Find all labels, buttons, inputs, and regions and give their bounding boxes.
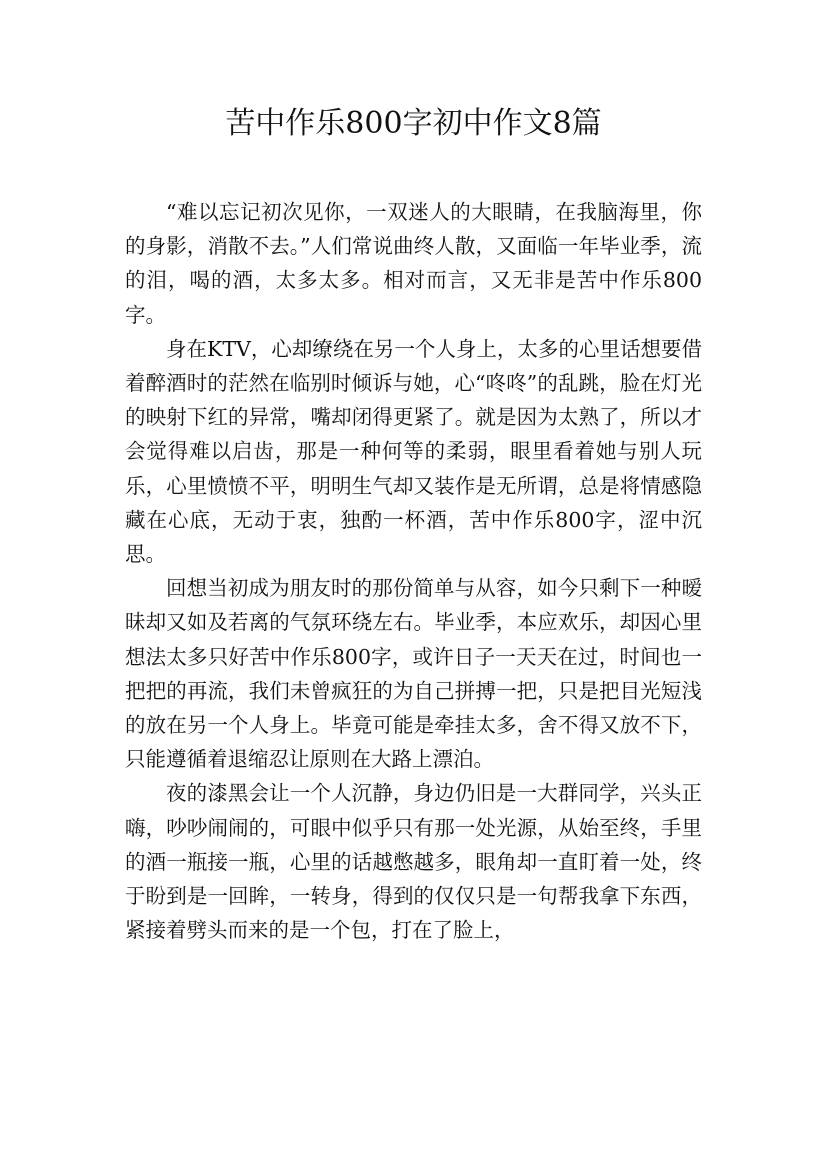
paragraph: “难以忘记初次见你，一双迷人的大眼睛，在我脑海里，你的身影，消散不去。”人们常说曲终人散，又面临一年毕业季，流的泪，喝的酒，太多太多。相对而言，又无非是苦中作乐800字。	[125, 200, 702, 327]
paragraph: 夜的漆黑会让一个人沉静，身边仍旧是一大群同学，兴头正嗨，吵吵闹闹的，可眼中似乎只有那一处光源，从始至终，手里的酒一瓶接一瓶，心里的话越憋越多，眼角却一直盯着一处，终于盼到是一回眸，一转身，得到的仅仅只是一句帮我拿下东西，紧接着劈头而来的是一个包，打在了脸上，	[125, 781, 702, 943]
paragraph: 回想当初成为朋友时的那份简单与从容，如今只剩下一种暧昧却又如及若离的气氛环绕左右。毕业季，本应欢乐，却因心里想法太多只好苦中作乐800字，或许日子一天天在过，时间也一把把的再流，我们未曾疯狂的为自己拼搏一把，只是把目光短浅的放在另一个人身上。毕竟可能是牵挂太多，舍不得又放不下，只能遵循着退缩忍让原则在大路上漂泊。	[125, 576, 702, 772]
document-body	[125, 195, 702, 947]
document-title: 苦中作乐800字初中作文8篇	[225, 106, 602, 141]
paragraph: 身在KTV，心却缭绕在另一个人身上，太多的心里话想要借着醉酒时的茫然在临别时倾诉与她，心“咚咚”的乱跳，脸在灯光的映射下红的异常，嘴却闭得更紧了。就是因为太熟了，所以才会觉得难以启齿，那是一种何等的柔弱，眼里看着她与别人玩乐，心里愤愤不平，明明生气却又装作是无所谓，总是将情感隐藏在心底，无动于衷，独酌一杯酒，苦中作乐800字，涩中沉思。	[125, 336, 702, 567]
